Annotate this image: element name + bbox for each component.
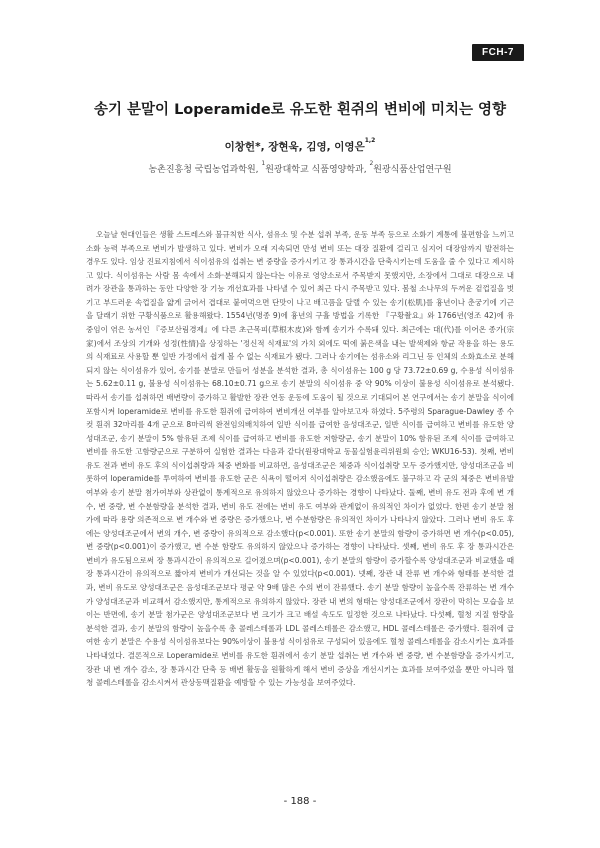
affiliation-name: 원광식품산업연구원 — [373, 165, 452, 175]
session-code-badge: FCH-7 — [472, 44, 524, 61]
page-number: - 188 - — [283, 796, 317, 807]
author-affiliation-mark: 1,2 — [364, 137, 376, 144]
author-list: 이창헌*, 장현욱, 김영, 이영은$^{1,2}$ — [224, 137, 376, 153]
paper-title: 송기 분말이 Loperamide로 유도한 흰쥐의 변비에 미치는 영향 — [93, 102, 507, 118]
author-mark: * — [255, 141, 261, 153]
affiliation-name: 농촌진흥청 국립농업과학원 — [148, 165, 256, 175]
author-name: 이창헌 — [224, 141, 256, 153]
affiliation-mark: 2 — [369, 160, 374, 167]
affiliation-line: 농촌진흥청 국립농업과학원, $^1$원광대학교 식품영양학과, $^2$원광식품산업연구원 — [148, 160, 452, 175]
affiliation-mark: 1 — [261, 160, 266, 167]
affiliation-name: 원광대학교 식품영양학과 — [265, 165, 364, 175]
author-name: 김영 — [306, 141, 327, 153]
author-name: 장현욱 — [268, 141, 299, 153]
abstract-body: 오늘날 현대인들은 생활 스트레스와 불규칙한 식사, 섬유소 및 수분 섭취 부족, 운동 부족 등으로 소화기 계통에 불편함을 느끼고 소화 능력 부족으로 변비가 발생하고 있다. 변비가 오래 지속되면 만성 변비 또는 대장 질환에 걸리고 심지어 대장암까지 발전하는 경우도 있다. 임상 진료지침에서 식이섬유의 섭취는 변 중량을 증가시키고 장 통과시간을 단축시키는데 도움을 줄 수 있다고 제시하고 있다. 식이섬유는 사람 몸 속에서 소화·분해되지 않는다는 이유로 영양소로서 주목받지 못했지만, 소장에서 그대로 대장으로 내려가 장관을 통과하는 동안 다양한 장 기능 개선효과를 나타낼 수 있어 최근 다시 주목받고 있다. 봄철 소나무의 두꺼운 겉껍질을 벗기고 부드러운 속껍질을 얇게 긁어서 겹대로 붙여먹으면 단맛이 나고 배고픔을 달랠 수 있는 송기(松肌)를 흉년이나 춘궁기에 기근을 달래기 위한 구황식품으로 활용해왔다. 1554년(명종 9)에 흉년의 구휼 방법을 기록한 『구황촬요』와 1766년(영조 42)에 유중임이 엮은 농서인 『증보산림경제』에 다른 초근목피(草根木皮)와 함께 송기가 수록돼 있다. 최근에는 대(代)를 이어온 종가(宗家)에서 조상의 기개와 성정(性情)을 상징하는 '정신적 식재료'의 가치 외에도 떡에 붉은색을 내는 발색제와 항균 작용을 하는 용도의 식재료로 사용할 뿐 일반 가정에서 쉽게 볼 수 없는 식재료가 됐다. 그러나 송기에는 섬유소와 리그닌 등 인체의 소화효소로 분해되지 않는 식이섬유가 있어, 송기를 분말로 만들어 성분을 분석한 결과, 총 식이섬유는 100 g 당 73.72±0.69 g, 수용성 식이섬유는 5.62±0.11 g, 불용성 식이섬유는 68.10±0.71 g으로 송기 분말의 식이섬유 중 약 90% 이상이 불용성 식이섬유로 분석됐다. 따라서 송기를 섭취하면 배변량이 증가하고 활발한 장관 연동 운동에 도움이 될 것으로 기대되어 본 연구에서는 송기 분말을 식이에 포함시켜 loperamide로 변비를 유도한 흰쥐에 급여하여 변비개선 여부를 알아보고자 하였다. 5주령의 Sparague-Dawley 종 수컷 흰쥐 32마리를 4개 군으로 8마리씩 완전임의배치하여 일반 식이를 급여한 음성대조군, 일반 식이를 급여하고 변비를 유도한 양성대조군, 송기 분말이 5% 함유된 조제 식이를 급여하고 변비를 유도한 저함량군, 송기 분말이 10% 함유된 조제 식이를 급여하고 변비를 유도한 고함량군으로 구분하여 실험한 결과는 다음과 같다(원광대학교 동물실험윤리위원회 승인; WKU16-53). 첫째, 변비 유도 전과 변비 유도 후의 식이섭취량과 체중 변화를 비교하면, 음성대조군은 체중과 식이섭취량 모두 증가했지만, 양성대조군을 비롯하여 loperamide를 투여하여 변비를 유도한 군은 식욕이 떨어져 식이섭취량은 감소했음에도 불구하고 각 군의 체중은 변비유발 여부와 송기 분말 첨가여부와 상관없이 통계적으로 유의하지 않았으나 증가하는 경향이 나타났다. 둘째, 변비 유도 전과 후에 변 개수, 변 중량, 변 수분함량을 분석한 결과, 변비 유도 전에는 변비 유도 여부와 관계없이 유의적인 차이가 없었다. 한편 송기 분말 첨가에 따라 용량 의존적으로 변 개수와 변 중량은 증가했으나, 변 수분함량은 유의적인 차이가 나타나지 않았다. 그러나 변비 유도 후에는 양성대조군에서 변의 개수, 변 중량이 유의적으로 감소했다(p<0.001). 또한 송기 분말의 함량이 증가하면 변 개수(p<0.05), 변 중량(p<0.001)이 증가했고, 변 수분 함량도 유의하지 않았으나 증가하는 경향이 나타났다. 셋째, 변비 유도 후 장 통과시간은 변비가 유도됨으로써 장 통과시간이 유의적으로 길어졌으며(p<0.001), 송기 분말의 함량이 증가할수록 양성대조군과 비교했을 때 장 통과시간이 유의적으로 짧아져 변비가 개선되는 것을 알 수 있었다(p<0.001). 넷째, 장관 내 잔류 변 개수와 형태를 분석한 결과, 변비 유도로 양성대조군은 음성대조군보다 평균 약 9배 많은 수의 변이 잔류했다. 송기 분말 함량이 높을수록 잔류하는 변 개수가 양성대조군과 비교해서 감소했지만, 통계적으로 유의하지 않았다. 장관 내 변의 형태는 양성대조군에서 장관이 막히는 모습을 보이는 반면에, 송기 분말 첨가군은 양성대조군보다 변 크기가 크고 배설 속도도 일정한 것으로 나타났다. 다섯째, 혈청 지질 함량을 분석한 결과, 송기 분말의 함량이 높을수록 총 콜레스테롤과 LDL 콜레스테롤은 감소했고, HDL 콜레스테롤은 증가했다. 흰쥐에 급여한 송기 분말은 수용성 식이섬유보다는 90%이상이 불용성 식이섬유로 구성되어 있음에도 혈청 콜레스테롤을 감소시키는 효과를 나타내었다. 결론적으로 Loperamide로 변비를 유도한 흰쥐에서 송기 분말 섭취는 변 개수와 변 중량, 변 수분함량을 증가시키고, 장관 내 변 개수 감소, 장 통과시간 단축 등 배변 활동을 원활하게 해서 변비 증상을 개선시키는 효과를 보여주었을 뿐만 아니라 혈청 콜레스테롤을 감소시켜서 관상동맥질환을 예방할 수 있는 가능성을 보여주었다. — [86, 230, 514, 688]
author-name: 이영은 — [334, 141, 365, 153]
